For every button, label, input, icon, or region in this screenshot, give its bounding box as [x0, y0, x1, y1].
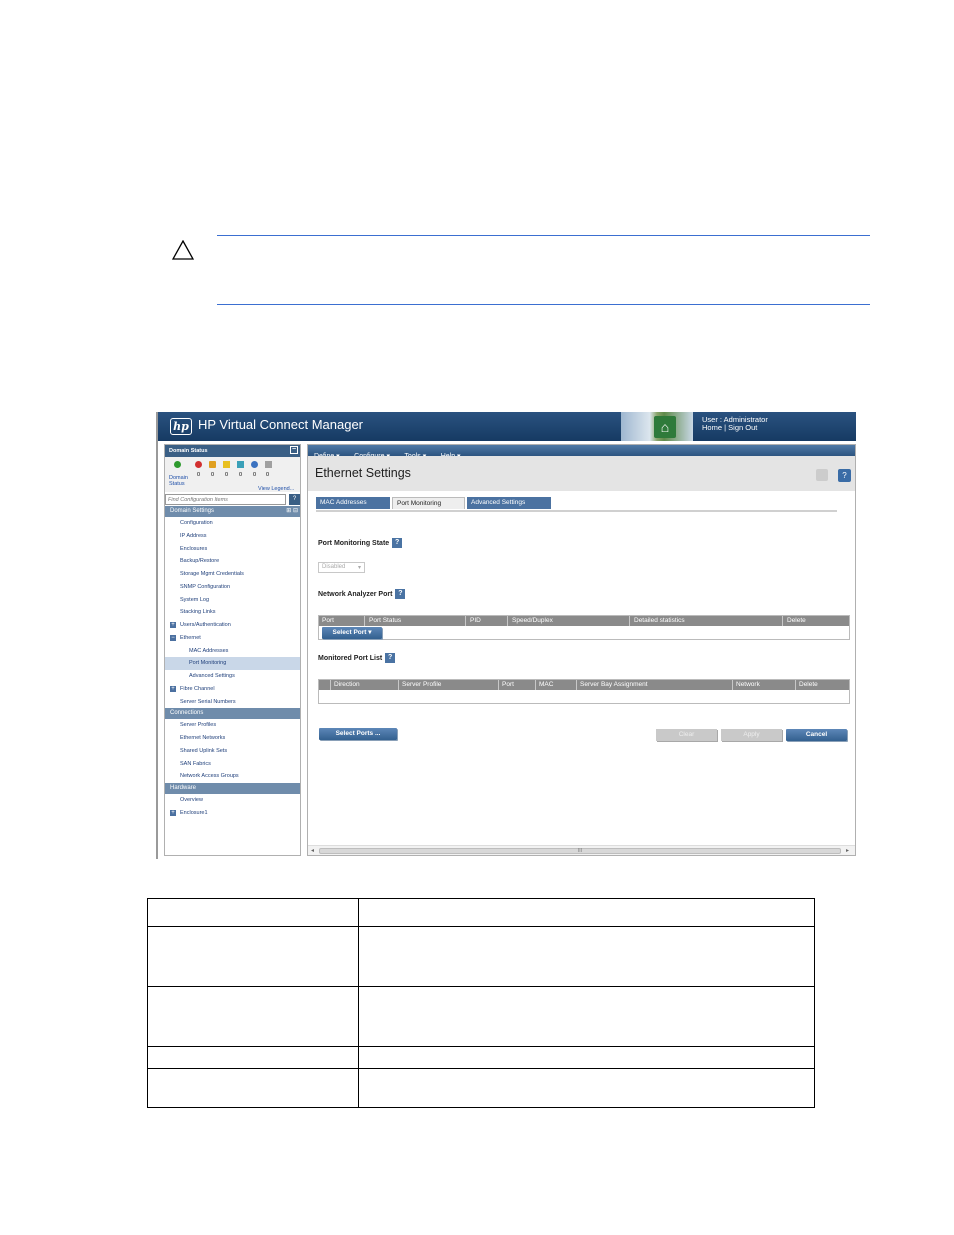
clear-button[interactable]: Clear: [656, 729, 717, 741]
table-cell: [148, 1069, 359, 1108]
column-header: Speed/Duplex: [512, 617, 553, 624]
scroll-left-icon[interactable]: ◂: [311, 848, 315, 854]
column-divider: [465, 616, 466, 626]
select-port-button[interactable]: Select Port ▾: [322, 627, 382, 639]
column-divider: [498, 680, 499, 690]
table-cell: [359, 927, 815, 987]
nav-section-hardware[interactable]: Hardware: [165, 783, 300, 794]
table-cell: [359, 1047, 815, 1069]
tab-advanced-settings[interactable]: Advanced Settings: [467, 497, 551, 509]
info-status-icon: [251, 461, 258, 468]
column-divider: [629, 616, 630, 626]
cancel-button[interactable]: Cancel: [786, 729, 847, 741]
chevron-down-icon: ▾: [357, 565, 361, 571]
column-divider: [782, 616, 783, 626]
table-cell: [359, 1069, 815, 1108]
nav-item-label: Users/Authentication: [180, 622, 231, 628]
column-header: Direction: [334, 681, 360, 688]
nav-item-fibre-channel[interactable]: [165, 683, 300, 696]
left-navigation: [164, 444, 301, 856]
find-config-search-input[interactable]: [165, 494, 286, 505]
status-count: 0: [266, 472, 270, 478]
nav-item-ethernet-networks[interactable]: Ethernet Networks: [180, 735, 226, 741]
table-cell: [148, 987, 359, 1047]
column-header: Delete: [799, 681, 818, 688]
minor-status-icon: [223, 461, 230, 468]
search-go-button[interactable]: ?: [289, 494, 300, 505]
tab-mac-addresses[interactable]: MAC Addresses: [316, 497, 390, 509]
table-cell: [148, 1047, 359, 1069]
collapse-icon[interactable]: −: [171, 634, 175, 641]
table-row: [148, 1047, 815, 1069]
print-icon[interactable]: [816, 469, 828, 481]
column-header: Port: [322, 617, 334, 624]
user-info: [702, 416, 768, 432]
caution-top-rule: [217, 235, 870, 236]
caution-bottom-rule: [217, 304, 870, 305]
grid-row: [319, 626, 849, 639]
nav-section-connections[interactable]: Connections: [165, 708, 300, 719]
status-count: 0: [239, 472, 243, 478]
column-divider: [330, 680, 331, 690]
port-monitoring-state-label: Port Monitoring State: [318, 539, 390, 547]
main-panel: [307, 444, 856, 856]
status-count: 0: [197, 472, 201, 478]
ok-status-icon: [174, 461, 181, 468]
nav-item-stacking-links[interactable]: Stacking Links: [180, 609, 216, 616]
column-header: Port Status: [369, 617, 402, 624]
column-header: Server Profile: [402, 681, 442, 688]
column-header: Delete: [787, 617, 806, 624]
nav-item-port-monitoring[interactable]: Port Monitoring: [165, 657, 300, 670]
table-row: [148, 1069, 815, 1108]
page-title: Ethernet Settings: [315, 466, 411, 480]
grid-header: [319, 680, 849, 690]
table-cell: [359, 899, 815, 927]
column-divider: [507, 616, 508, 626]
column-divider: [535, 680, 536, 690]
column-header: Server Bay Assignment: [580, 681, 648, 688]
status-count: 0: [225, 472, 229, 478]
domain-status-panel: [165, 457, 300, 492]
help-icon[interactable]: ?: [392, 538, 402, 548]
grid-row: [319, 690, 849, 703]
hp-logo: hp: [170, 418, 192, 435]
nav-item-backup-restore[interactable]: Backup/Restore: [180, 558, 220, 565]
nav-item-mac-addresses[interactable]: MAC Addresses: [189, 647, 229, 654]
port-monitoring-state-heading: [318, 538, 402, 548]
nav-item-system-log[interactable]: System Log: [180, 596, 210, 603]
nav-item-users-auth[interactable]: [165, 619, 300, 632]
column-header: MAC: [539, 681, 554, 688]
nav-item-san-fabrics[interactable]: SAN Fabrics: [180, 760, 211, 767]
table-cell: [148, 927, 359, 987]
network-analyzer-port-label: Network Analyzer Port: [318, 590, 393, 598]
critical-status-icon: [195, 461, 202, 468]
nav-item-ethernet[interactable]: [165, 632, 300, 645]
home-icon: ⌂: [654, 416, 676, 438]
horizontal-scrollbar[interactable]: [308, 845, 855, 855]
expand-icon[interactable]: +: [171, 685, 175, 692]
network-analyzer-port-heading: [318, 589, 405, 599]
expand-icon[interactable]: +: [171, 622, 175, 628]
link-separator: |: [724, 423, 727, 432]
tab-port-monitoring[interactable]: Port Monitoring: [392, 497, 465, 509]
nav-item-ip-address[interactable]: IP Address: [180, 532, 207, 539]
column-header: PID: [470, 617, 481, 624]
title-band: [308, 456, 855, 491]
warning-status-icon: [237, 461, 244, 468]
nav-item-server-profiles[interactable]: Server Profiles: [180, 722, 217, 729]
column-divider: [364, 616, 365, 626]
table-row: [148, 987, 815, 1047]
nav-item-advanced-settings[interactable]: Advanced Settings: [189, 673, 235, 679]
menu-bar: [308, 445, 855, 456]
column-divider: [576, 680, 577, 690]
network-analyzer-grid: [318, 615, 850, 640]
table-row: [148, 899, 815, 927]
scroll-right-icon[interactable]: ▸: [846, 848, 850, 854]
help-button[interactable]: ?: [838, 469, 851, 482]
vcm-screenshot: [156, 412, 856, 859]
table-cell: [148, 899, 359, 927]
port-monitoring-state-select: [318, 562, 365, 573]
collapse-icon[interactable]: −: [291, 446, 297, 453]
expand-icon[interactable]: +: [171, 809, 175, 816]
status-count: 0: [253, 472, 257, 478]
table-cell: [359, 987, 815, 1047]
status-count: 0: [211, 472, 215, 478]
column-header: Port: [502, 681, 514, 688]
view-legend-link[interactable]: View Legend...: [258, 486, 295, 492]
monitored-port-list-heading: [318, 653, 395, 663]
nav-item-enclosure1[interactable]: [165, 807, 300, 820]
column-divider: [795, 680, 796, 690]
unknown-status-icon: [265, 461, 272, 468]
app-title: HP Virtual Connect Manager: [198, 417, 364, 432]
help-icon[interactable]: ?: [395, 589, 405, 599]
nav-item-label: Enclosure1: [180, 809, 208, 816]
grid-header: [319, 616, 849, 626]
nav-item-overview[interactable]: Overview: [180, 797, 203, 803]
search-row: [165, 492, 300, 506]
nav-item-shared-uplink-sets[interactable]: Shared Uplink Sets: [180, 747, 228, 754]
column-header: Network: [736, 681, 760, 688]
user-label: User : Administrator: [702, 415, 768, 424]
column-header: Detailed statistics: [634, 617, 685, 624]
caution-icon: [172, 240, 194, 260]
document-table: [147, 898, 815, 1108]
select-ports-button[interactable]: Select Ports ...: [319, 728, 397, 740]
table-row: [148, 927, 815, 987]
app-header: [158, 412, 856, 441]
tab-divider: [316, 510, 837, 512]
column-divider: [732, 680, 733, 690]
column-divider: [398, 680, 399, 690]
nav-section-domain-settings[interactable]: [165, 506, 300, 517]
nav-item-server-serial-numbers[interactable]: Server Serial Numbers: [180, 698, 236, 705]
major-status-icon: [209, 461, 216, 468]
nav-item-network-access-groups[interactable]: Network Access Groups: [180, 773, 239, 780]
domain-status-header: [165, 445, 300, 457]
domain-status-link[interactable]: Domain Status: [169, 475, 188, 487]
nav-item-configuration[interactable]: Configuration: [180, 520, 213, 526]
domain-status-title: Domain Status: [169, 448, 208, 454]
help-icon[interactable]: ?: [385, 653, 395, 663]
home-link[interactable]: Home: [702, 423, 723, 432]
sign-out-link[interactable]: Sign Out: [728, 423, 758, 432]
scroll-thumb[interactable]: III: [319, 848, 841, 854]
nav-item-snmp[interactable]: SNMP Configuration: [180, 583, 231, 590]
monitored-port-list-label: Monitored Port List: [318, 654, 383, 662]
nav-item-storage-credentials[interactable]: Storage Mgmt Credentials: [180, 571, 244, 577]
nav-item-label: Fibre Channel: [180, 685, 215, 692]
nav-item-enclosures[interactable]: Enclosures: [180, 545, 208, 552]
apply-button[interactable]: Apply: [721, 729, 782, 741]
nav-section-label: Domain Settings: [170, 508, 215, 514]
state-value: Disabled: [322, 564, 346, 570]
expand-collapse-icon[interactable]: ⊞ ⊟: [286, 508, 298, 514]
nav-item-label: Ethernet: [180, 634, 201, 641]
monitored-port-grid: [318, 679, 850, 704]
